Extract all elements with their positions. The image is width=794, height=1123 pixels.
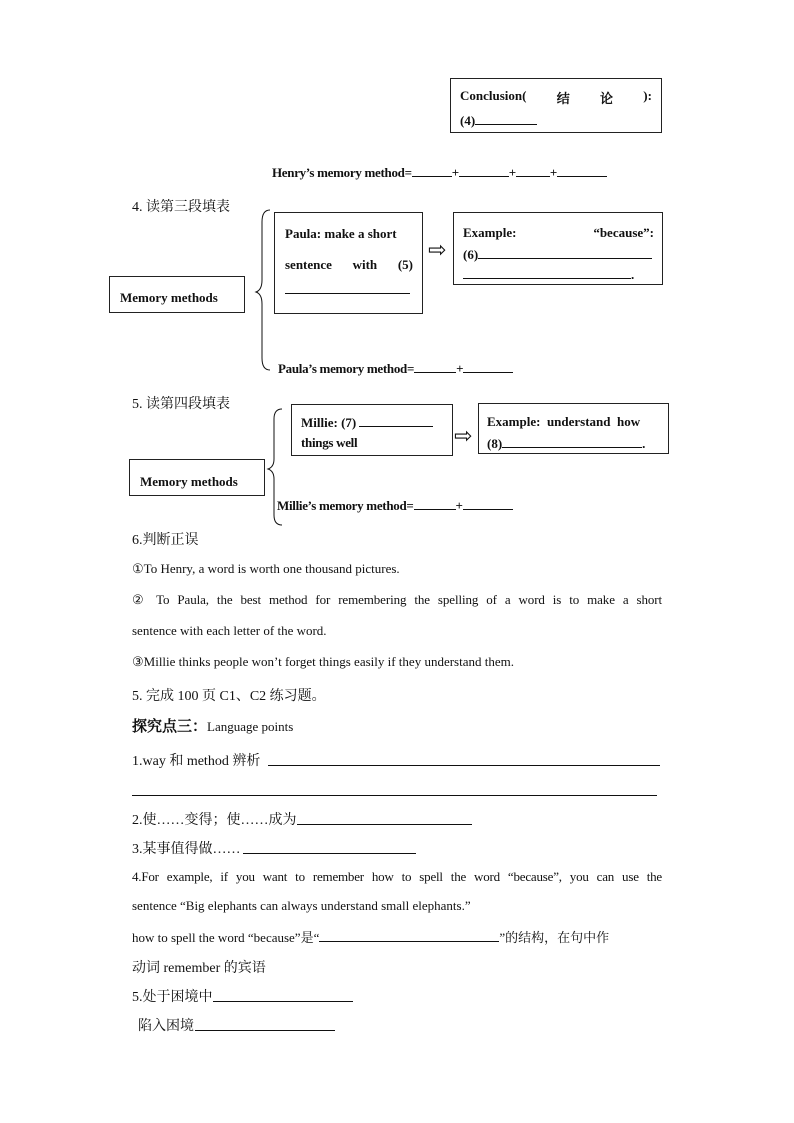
millie-formula-label: Millie’s memory method=	[277, 498, 414, 513]
lp4-line-2: sentence “Big elephants can always understand small elephants.”	[132, 898, 471, 913]
plus-sign: +	[508, 165, 516, 180]
statement-1: ①To Henry, a word is worth one thousand pictures.	[132, 561, 400, 576]
paula-formula	[278, 361, 513, 377]
lp1-label: 1.way 和 method 辨析	[132, 754, 261, 769]
conclusion-item-4: (4)	[460, 113, 476, 128]
paula-line-2	[285, 257, 413, 273]
period: .	[631, 267, 635, 282]
lp3-label: 3.某事值得做……	[132, 842, 241, 857]
example-because-line-3	[463, 267, 654, 283]
blank-7[interactable]	[359, 415, 433, 427]
example-understand-line-1: Example: understand how	[487, 414, 641, 429]
section-5-title: 5. 读第四段填表	[132, 397, 230, 412]
statement-3: ③Millie thinks people won’t forget things easily if they understand them.	[132, 654, 514, 669]
paula-line-1: Paula: make a short	[285, 226, 397, 241]
millie-blank-1[interactable]	[414, 498, 456, 510]
brace-1-icon	[254, 208, 272, 373]
paula-word-sentence: sentence	[285, 257, 332, 272]
brace-1-path	[256, 210, 270, 370]
statement-2a: ② To Paula, the best method for remembering the spelling of a word is to make a short	[132, 592, 662, 607]
paula-box	[274, 212, 423, 314]
blank-6a[interactable]	[478, 247, 652, 259]
paula-word-with: with	[352, 257, 378, 272]
memory-methods-box-1	[109, 276, 245, 313]
conclusion-label: Conclusion(	[460, 88, 527, 103]
henry-blank-3[interactable]	[516, 165, 550, 177]
arrow-icon-2: ⇨	[454, 424, 473, 449]
lp4-blank[interactable]	[319, 930, 499, 942]
lp5-blank-1[interactable]	[213, 1001, 353, 1002]
arrow-icon-1: ⇨	[428, 238, 447, 263]
example-understand-line-2	[487, 436, 660, 452]
millie-line-1	[301, 415, 444, 431]
lp4-line-1: 4.For example, if you want to remember how to spell the word “because”, you can use the	[132, 869, 662, 884]
lp2-label: 2.使……变得；使……成为	[132, 813, 297, 828]
because-quote: “because”:	[593, 225, 654, 240]
example-because-box	[453, 212, 663, 285]
blank-8[interactable]	[502, 436, 642, 448]
plus-sign: +	[456, 361, 464, 376]
blank-4[interactable]	[475, 113, 537, 125]
henry-blank-2[interactable]	[459, 165, 509, 177]
lp5-line-2: 陷入困境	[138, 1019, 194, 1034]
example-because-line-1	[463, 225, 654, 241]
paula-blank-2[interactable]	[463, 361, 513, 373]
memory-methods-label-2: Memory methods	[140, 474, 238, 489]
lp1-blank-2[interactable]	[132, 795, 657, 796]
section-6-title: 6.判断正误	[132, 533, 199, 548]
conclusion-item-line	[460, 113, 652, 129]
conclusion-close: ):	[643, 88, 652, 103]
explore-3-title: 探究点三：	[132, 717, 208, 735]
millie-formula	[277, 498, 513, 514]
conclusion-cjk-2: 论	[600, 92, 614, 107]
lp3-blank[interactable]	[243, 853, 416, 854]
example-label: Example:	[463, 225, 517, 240]
paula-blank-1[interactable]	[414, 361, 456, 373]
section-4-title: 4. 读第三段填表	[132, 200, 230, 215]
lp4-line-3	[132, 927, 609, 946]
millie-item-7: Millie: (7)	[301, 415, 357, 430]
henry-formula-label: Henry’s memory method=	[272, 165, 412, 180]
plus-sign: +	[455, 498, 463, 513]
explore-3-heading	[132, 715, 293, 736]
henry-blank-1[interactable]	[412, 165, 452, 177]
item-6: (6)	[463, 247, 479, 262]
lp5-blank-2[interactable]	[195, 1030, 335, 1031]
plus-sign: +	[549, 165, 558, 180]
memory-methods-label-1: Memory methods	[120, 290, 218, 305]
henry-blank-4[interactable]	[557, 165, 607, 177]
paula-item-5: (5)	[397, 257, 413, 272]
millie-box	[291, 404, 453, 456]
lp4-line-4: 动词 remember 的宾语	[132, 961, 266, 976]
paula-formula-label: Paula’s memory method=	[278, 361, 415, 376]
lp2-blank[interactable]	[297, 824, 472, 825]
lp4-line-3-start: how to spell the word “because”是“	[132, 930, 320, 945]
example-understand-box	[478, 403, 669, 454]
lp1-blank-1[interactable]	[268, 765, 660, 766]
lp4-line-3-end: ”的结构，在句中作	[499, 930, 610, 945]
lp5-line-1: 5.处于困境中	[132, 990, 213, 1005]
statement-2b: sentence with each letter of the word.	[132, 623, 327, 638]
example-because-line-2	[463, 247, 654, 263]
millie-line-2: things well	[301, 435, 358, 450]
blank-6b[interactable]	[463, 267, 631, 279]
conclusion-line	[460, 88, 652, 107]
conclusion-box	[450, 78, 662, 133]
section-5b-title: 5. 完成 100 页 C1、C2 练习题。	[132, 689, 326, 704]
explore-3-subtitle: Language points	[207, 719, 294, 734]
period: .	[642, 436, 646, 451]
henry-formula	[272, 165, 607, 181]
plus-sign: +	[451, 165, 459, 180]
blank-5[interactable]	[285, 282, 410, 294]
millie-blank-2[interactable]	[463, 498, 513, 510]
conclusion-cjk-1: 结	[556, 92, 570, 107]
item-8: (8)	[487, 436, 503, 451]
memory-methods-box-2	[129, 459, 265, 496]
